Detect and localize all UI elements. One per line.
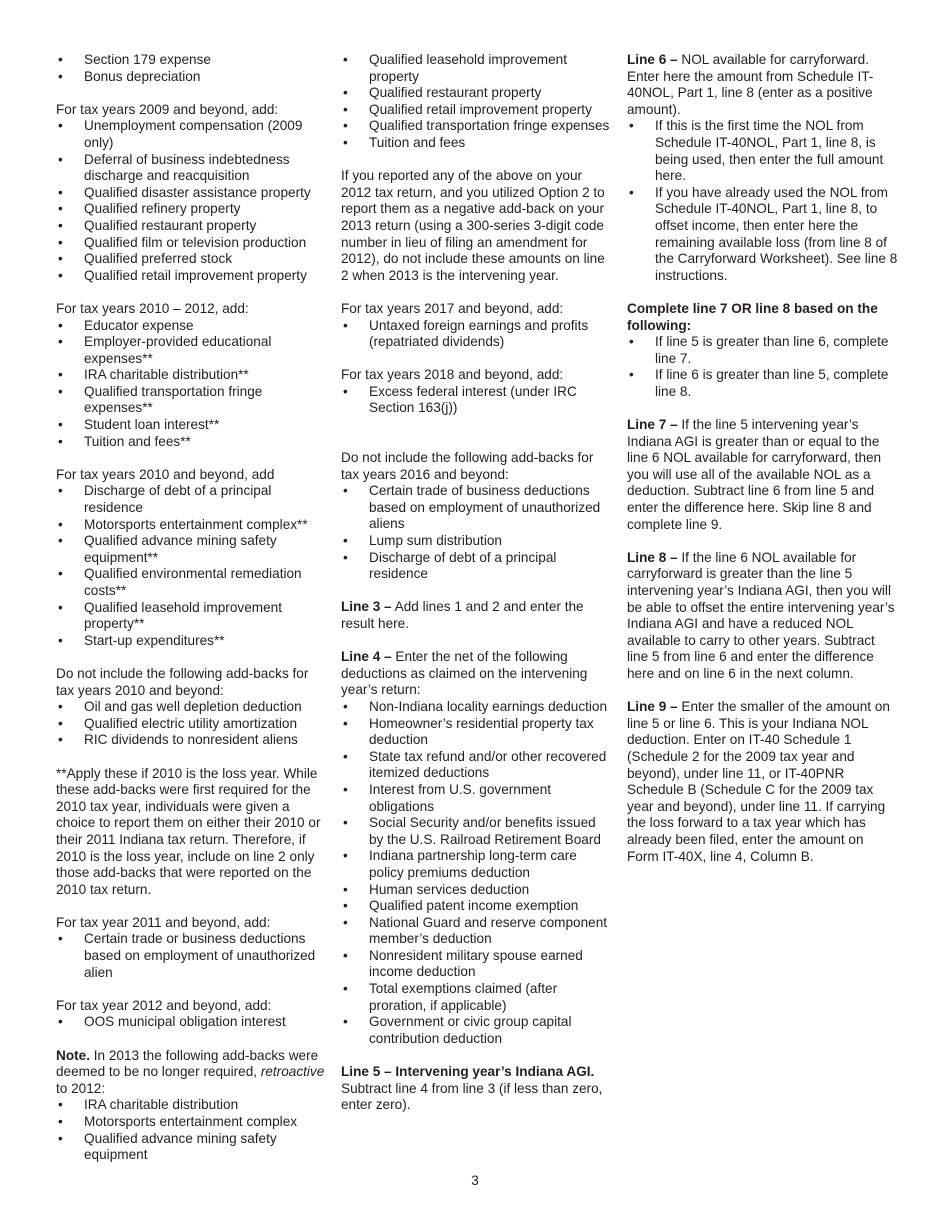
addback-list-2010-2012 [56, 318, 326, 451]
note-text-end: to 2012: [56, 1080, 106, 1096]
list-item: • Qualified leasehold improvement property** [56, 600, 326, 633]
section-heading-2018: For tax years 2018 and beyond, add: [341, 367, 564, 383]
section-heading-2009: For tax years 2009 and beyond, add: [56, 101, 279, 117]
line-6-list [627, 118, 899, 284]
list-item: • Qualified preferred stock [56, 251, 326, 268]
list-item: • State tax refund and/or other recovered itemized deductions [341, 749, 613, 782]
list-item: • Motorsports entertainment complex [56, 1114, 326, 1131]
complete-heading [627, 301, 899, 334]
exclude-list-2016 [341, 483, 613, 583]
list-item: • Qualified retail improvement property [56, 268, 326, 285]
list-item: • Section 179 expense [56, 52, 326, 69]
list-item: • Discharge of debt of a principal residence [56, 483, 326, 516]
note-italic: retroactive [260, 1064, 325, 1080]
list-item: • Excess federal interest (under IRC Section 163(j)) [341, 384, 613, 417]
list-item: • Qualified advance mining safety equipment** [56, 533, 326, 566]
line-9-text: Enter the smaller of the amount on line 5 or line 6. This is your Indiana NOL deduction. Enter on IT-40 Schedule 1 (Schedule 2 for the 2009 tax year and beyond), under line 11, or IT-40PNR Schedule B (Schedule C for the 2009 tax year and beyond), under line 11. If carrying the loss forward to a tax year which has already been filed, enter the amount on Form IT-40X, line 4, Column B. [627, 699, 890, 864]
complete-list [627, 334, 899, 400]
list-item: • Qualified film or television production [56, 235, 326, 252]
line-8-text: If the line 6 NOL available for carryforward is greater than the line 5 intervening year’s Indiana AGI, then you will be able to offset the entire intervening year’s Indiana AGI and have a reduced NOL available to carry to other years. Subtract line 5 from line 6 and enter the difference here and on line 6 in the next column. [627, 549, 895, 681]
line-9-instruction [627, 699, 899, 865]
line-5-label: Line 5 – Intervening year’s Indiana AGI. [341, 1064, 595, 1080]
list-item: • Qualified transportation fringe expenses** [56, 384, 326, 417]
addback-list-2018 [341, 384, 613, 417]
addback-list-2012 [56, 1014, 326, 1031]
list-item: • Start-up expenditures** [56, 633, 326, 650]
section-heading-2017: For tax years 2017 and beyond, add: [341, 300, 564, 316]
column-1 [56, 52, 326, 1164]
list-item: • Tuition and fees** [56, 434, 326, 451]
list-item: • Qualified patent income exemption [341, 898, 613, 915]
list-item: • Social Security and/or benefits issued by the U.S. Railroad Retirement Board [341, 815, 613, 848]
list-item: • OOS municipal obligation interest [56, 1014, 326, 1031]
note-paragraph [56, 1048, 326, 1098]
list-item: • Qualified refinery property [56, 201, 326, 218]
list-item: • Qualified disaster assistance property [56, 185, 326, 202]
complete-heading-text: Complete line 7 OR line 8 based on the following: [627, 300, 878, 333]
line-3-instruction [341, 599, 613, 632]
line-3-label: Line 3 – [341, 599, 392, 615]
list-item: • Unemployment compensation (2009 only) [56, 118, 326, 151]
list-item: • Bonus depreciation [56, 69, 326, 86]
list-item: • Qualified transportation fringe expenses [341, 118, 613, 135]
line-5-instruction [341, 1064, 613, 1114]
list-item: • Certain trade of business deductions based on employment of unauthorized aliens [341, 483, 613, 533]
list-item: • Employer-provided educational expenses** [56, 334, 326, 367]
list-item: • Human services deduction [341, 882, 613, 899]
note-text: In 2013 the following add-backs were deemed to be no longer required, [56, 1047, 319, 1080]
list-item: • If you have already used the NOL from Schedule IT-40NOL, Part 1, line 8, to offset income, then enter here the remaining available loss (from line 8 of the Carryforward Worksheet). See line 8 instructions. [627, 185, 899, 285]
line-5-text: Subtract line 4 from line 3 (if less than zero, enter zero). [341, 1080, 603, 1113]
list-item: • IRA charitable distribution [56, 1097, 326, 1114]
line-6-instruction [627, 52, 899, 118]
list-item: • Government or civic group capital contribution deduction [341, 1014, 613, 1047]
list-item: • Interest from U.S. government obligations [341, 782, 613, 815]
column-2 [341, 52, 613, 1114]
list-item: • National Guard and reserve component member’s deduction [341, 915, 613, 948]
line-8-label: Line 8 – [627, 549, 678, 565]
addback-list-top [56, 52, 326, 85]
list-item: • If line 5 is greater than line 6, complete line 7. [627, 334, 899, 367]
list-item: • RIC dividends to nonresident aliens [56, 732, 326, 749]
line-9-label: Line 9 – [627, 699, 678, 715]
section-heading-2012: For tax year 2012 and beyond, add: [56, 997, 272, 1013]
section-heading-2010-beyond: For tax years 2010 and beyond, add [56, 466, 275, 482]
list-item: • Qualified advance mining safety equipment [56, 1131, 326, 1164]
line-4-label: Line 4 – [341, 649, 392, 665]
line-4-instruction [341, 649, 613, 699]
section-heading-2010-2012: For tax years 2010 – 2012, add: [56, 300, 249, 316]
list-item: • Qualified restaurant property [341, 85, 613, 102]
list-item: • IRA charitable distribution** [56, 367, 326, 384]
list-item: • Untaxed foreign earnings and profits (repatriated dividends) [341, 318, 613, 351]
list-item: • Oil and gas well depletion deduction [56, 699, 326, 716]
section-heading-2011: For tax year 2011 and beyond, add: [56, 914, 271, 930]
apply-note: **Apply these if 2010 is the loss year. While these add-backs were first required for the 2010 tax year, individuals were given a choice to report them on either their 2010 or their 2011 Indiana tax return. Therefore, if 2010 is the loss year, include on line 2 only those add-backs that were reported on the 2010 tax return. [56, 765, 321, 897]
list-item: • Total exemptions claimed (after proration, if applicable) [341, 981, 613, 1014]
page-number: 3 [471, 1173, 479, 1188]
list-item: • Qualified retail improvement property [341, 102, 613, 119]
addback-list-2009 [56, 118, 326, 284]
line-7-text: If the line 5 intervening year’s Indiana AGI is greater than or equal to the line 6 NOL available for carryforward, then you will use all of the available NOL as a deduction. Subtract line 6 from line 5 and enter the difference here. Skip line 8 and complete line 9. [627, 417, 882, 532]
list-item: • Discharge of debt of a principal residence [341, 550, 613, 583]
list-item: • Non-Indiana locality earnings deduction [341, 699, 613, 716]
addback-list-2010-beyond [56, 483, 326, 649]
list-item: • Qualified environmental remediation costs** [56, 566, 326, 599]
exclude-list-2010 [56, 699, 326, 749]
line-6-text: NOL available for carryforward. Enter here the amount from Schedule IT-40NOL, Part 1, line 8 (enter as a positive amount). [627, 52, 874, 117]
reported-paragraph: If you reported any of the above on your 2012 tax return, and you utilized Option 2 to report them as a negative add-back on your 2013 return (using a 300-series 3-digit code number in lieu of filing an amendment for 2012), do not include these amounts on line 2 when 2013 is the intervening year. [341, 168, 605, 283]
list-item: • Lump sum distribution [341, 533, 613, 550]
line-4-text: Enter the net of the following deductions as claimed on the intervening year’s return: [341, 649, 588, 698]
list-item: • Tuition and fees [341, 135, 613, 152]
addback-list-2017 [341, 318, 613, 351]
list-item: • Qualified leasehold improvement property [341, 52, 613, 85]
note-list [56, 1097, 326, 1163]
line-8-instruction [627, 550, 899, 683]
list-item: • Qualified restaurant property [56, 218, 326, 235]
list-item: • Nonresident military spouse earned income deduction [341, 948, 613, 981]
list-item: • Qualified electric utility amortization [56, 716, 326, 733]
list-item: • Homeowner’s residential property tax deduction [341, 716, 613, 749]
list-item: • Certain trade or business deductions based on employment of unauthorized alien [56, 931, 326, 981]
note-label: Note. [56, 1047, 90, 1063]
deduction-list [341, 699, 613, 1047]
line-7-label: Line 7 – [627, 417, 678, 433]
list-item: • Indiana partnership long-term care policy premiums deduction [341, 848, 613, 881]
line-3-text: Add lines 1 and 2 and enter the result here. [341, 599, 584, 631]
section-heading-exclude-2016: Do not include the following add-backs for tax years 2016 and beyond: [341, 450, 594, 482]
list-item: • Deferral of business indebtedness discharge and reacquisition [56, 152, 326, 185]
list-item: • If line 6 is greater than line 5, complete line 8. [627, 367, 899, 400]
list-item: • If this is the first time the NOL from Schedule IT-40NOL, Part 1, line 8, is being used, then enter the full amount here. [627, 118, 899, 184]
addback-list-continued [341, 52, 613, 152]
list-item: • Student loan interest** [56, 417, 326, 434]
line-6-label: Line 6 – [627, 52, 678, 67]
line-7-instruction [627, 417, 899, 533]
addback-list-2011 [56, 931, 326, 981]
list-item: • Motorsports entertainment complex** [56, 517, 326, 534]
list-item: • Educator expense [56, 318, 326, 335]
section-heading-exclude-2010: Do not include the following add-backs for tax years 2010 and beyond: [56, 665, 309, 698]
column-3 [627, 52, 899, 865]
